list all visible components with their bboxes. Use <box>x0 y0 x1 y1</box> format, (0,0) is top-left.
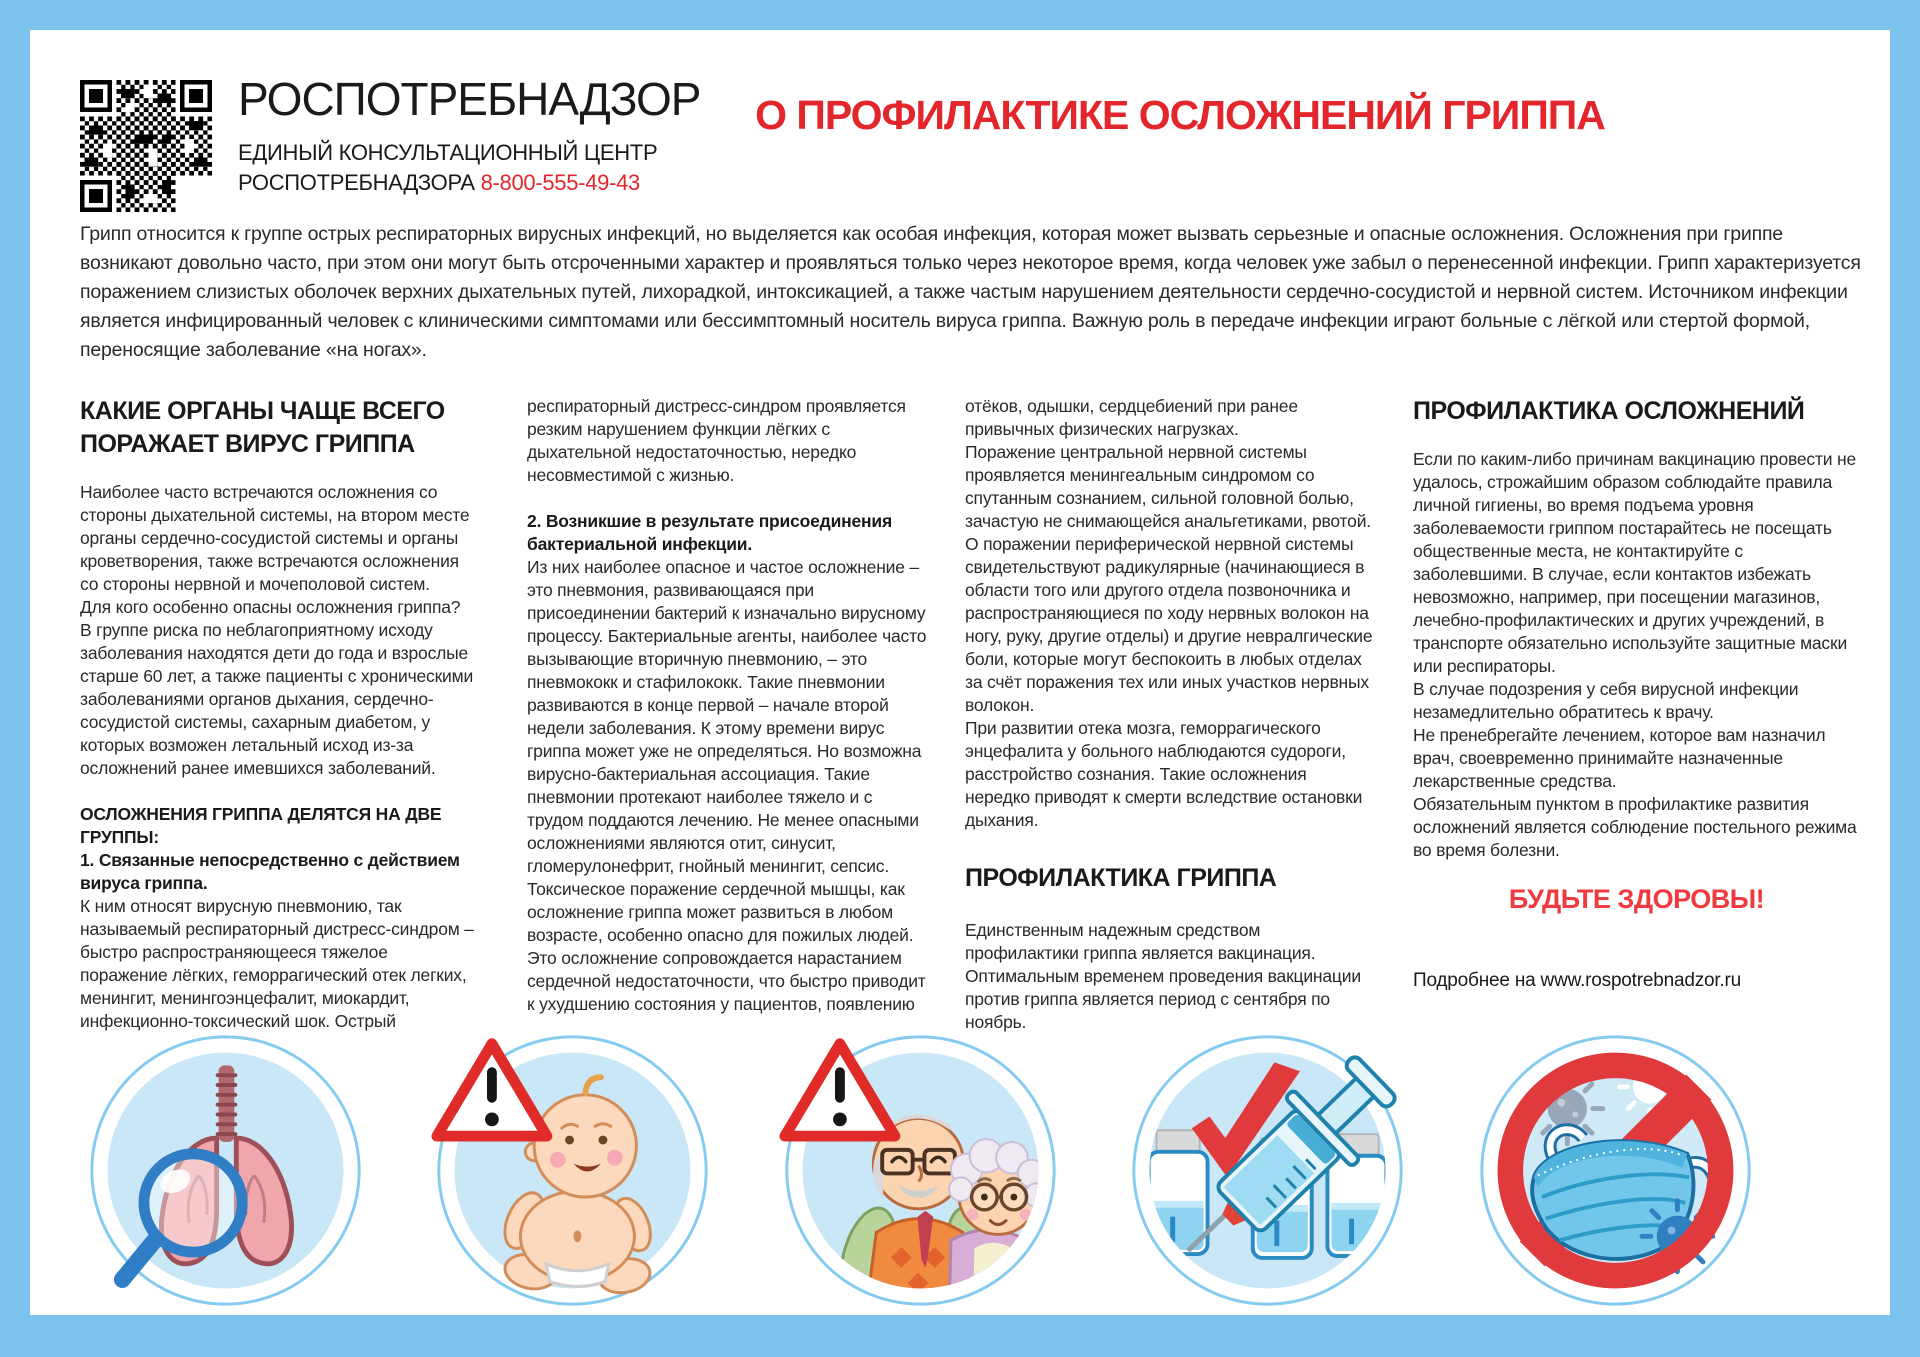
consultation-center-lines <box>238 138 700 198</box>
intro-paragraph: Грипп относится к группе острых респираторных вирусных инфекций, но выделяется как особая инфекция, которая может вызвать серьезные и опасные осложнения. Осложнения при гриппе возникают довольно часто, при этом они могут быть отсроченными характер и проявляться только через некоторое время, когда человек уже забыл о перенесенной инфекции. Грипп характеризуется поражением слизистых оболочек верхних дыхательных путей, лихорадкой, интоксикацией, а также частым нарушением деятельности сердечно-сосудистой и нервной систем. Источником инфекции является инфицированный человек с клиническими симптомами или бессимптомный носитель вируса гриппа. Важную роль в передаче инфекции играют больные с лёгкой или стертой формой, переносящие заболевание «на ногах». <box>80 223 1861 361</box>
col3-p4: При развитии отека мозга, геморрагического энцефалита у больного наблюдаются судороги, расстройство сознания. Такие осложнения нередко приводят к смерти вследствие остановки дыхания. <box>965 718 1363 830</box>
col1-p2: Для кого особенно опасны осложнения гриппа? <box>80 597 461 617</box>
col1-group1-label: 1. Связанные непосредственно с действием вируса гриппа. <box>80 850 460 893</box>
col1-p4: К ним относят вирусную пневмонию, так называемый респираторный дистресс-синдром – быстро распространяющееся тяжелое поражение лёгких, геморрагический отек легких, менингит, менингоэнцефалит, миокардит, инфекционно-токсический шок. Острый <box>80 896 474 1031</box>
column-nervous-system <box>965 395 1373 1034</box>
col3-p2: Поражение центральной нервной системы проявляется менингеальным синдромом со спутанным сознанием, сильной головной болью, зачастую не снимающейся анальгетиками, рвотой. <box>965 442 1371 531</box>
mask-virus-prohibition-icon <box>1473 1028 1758 1313</box>
col3-p3: О поражении периферической нервной системы свидетельствуют радикулярные (начинающиеся в области того или другого отдела позвоночника и распространяющиеся по ходу нервных волокон на ногу, руку, другие отделы) и другие невралгические боли, которые могут беспокоить в любых отделах за счёт поражения тех или иных участков нервных волокон. <box>965 534 1373 715</box>
agency-name: РОСПОТРЕБНАДЗОР <box>238 73 701 125</box>
flu-prevention-heading: ПРОФИЛАКТИКА ГРИППА <box>965 864 1277 892</box>
consultation-center-line1: ЕДИНЫЙ КОНСУЛЬТАЦИОННЫЙ ЦЕНТР <box>238 140 658 165</box>
col3-p1: отёков, одышки, сердцебиений при ранее привычных физических нагрузках. <box>965 396 1298 439</box>
warning-baby-icon <box>430 1028 715 1313</box>
col2-group2-label: 2. Возникшие в результате присоединения бактериальной инфекции. <box>527 511 892 554</box>
hotline-phone: 8-800-555-49-43 <box>480 170 640 195</box>
col2-p2: Из них наиболее опасное и частое осложнение – это пневмония, развивающаяся при присоединении бактерий к изначально вирусному процессу. Бактериальные агенты, наиболее часто вызывающие вторичную пневмонию, – это пневмококк и стафилококк. Такие пневмонии развиваются в конце первой – начале второй недели заболевания. К этому времени вирус гриппа может уже не определяться. Но возможна вирусно-бактериальная ассоциация. Такие пневмонии протекают наиболее тяжело и с трудом поддаются лечению. Не менее опасными осложнениями являются отит, синусит, гломерулонефрит, гнойный менингит, сепсис. Токсическое поражение сердечной мышцы, как осложнение гриппа может развиться в любом возрасте, особенно опасно для пожилых людей. Это осложнение сопровождается нарастанием сердечной недостаточности, что быстро приводит к ухудшению состояния у пациентов, появлению <box>527 557 927 1014</box>
col1-subheading: ОСЛОЖНЕНИЯ ГРИППА ДЕЛЯТСЯ НА ДВЕ ГРУППЫ: <box>80 804 442 847</box>
poster-title: О ПРОФИЛАКТИКЕ ОСЛОЖНЕНИЙ ГРИППА <box>755 92 1605 138</box>
qr-code-icon <box>80 80 212 212</box>
vaccination-check-icon <box>1125 1028 1410 1313</box>
col3-p5: Единственным надежным средством профилактики гриппа является вакцинация. Оптимальным временем проведения вакцинации против гриппа является период с сентября по ноябрь. <box>965 920 1361 1032</box>
column-complication-prevention <box>1413 395 1860 992</box>
be-healthy-slogan: БУДЬТЕ ЗДОРОВЫ! <box>1508 884 1765 914</box>
consultation-center-line2: РОСПОТРЕБНАДЗОРА 8-800-555-49-43 <box>238 170 640 195</box>
poster-page <box>30 30 1890 1315</box>
col1-p1: Наиболее часто встречаются осложнения со стороны дыхательной системы, на втором месте органы сердечно-сосудистой системы и органы кроветворения, также встречаются осложнения со стороны нервной и мочеполовой систем. <box>80 482 470 594</box>
column-complication-groups <box>527 395 927 1016</box>
col1-heading: КАКИЕ ОРГАНЫ ЧАЩЕ ВСЕГО ПОРАЖАЕТ ВИРУС ГРИППА <box>80 397 445 458</box>
col4-p3: Не пренебрегайте лечением, которое вам назначил врач, своевременно принимайте назначенные лекарственные средства. <box>1413 725 1826 791</box>
website-reference: Подробнее на www.rospotrebnadzor.ru <box>1413 970 1742 991</box>
col1-p3: В группе риска по неблагоприятному исходу заболевания находятся дети до года и взрослые старше 60 лет, а также пациенты с хроническими заболеваниями органов дыхания, сердечно-сосудистой системы, сахарным диабетом, у которых возможен летальный исход из-за осложнений ранее имевшихся заболеваний. <box>80 620 474 778</box>
col4-p4: Обязательным пунктом в профилактике развития осложнений является соблюдение постельного режима во время болезни. <box>1413 794 1857 860</box>
col4-p1: Если по каким-либо причинам вакцинацию провести не удалось, строжайшим образом соблюдайте правила личной гигиены, во время подъема уровня заболеваемости гриппом постарайтесь не посещать общественные места, не контактируйте с заболевшими. В случае, если контактов избежать невозможно, например, при посещении магазинов, лечебно-профилактических и других учреждений, в транспорте обязательно используйте защитные маски или респираторы. <box>1413 449 1857 676</box>
lungs-magnifier-icon <box>83 1028 368 1313</box>
column-organs <box>80 395 478 1033</box>
col2-p1: респираторный дистресс-синдром проявляется резким нарушением функции лёгких с дыхательной недостаточностью, нередко несовместимой с жизнью. <box>527 396 906 485</box>
col4-p2: В случае подозрения у себя вирусной инфекции незамедлительно обратитесь к врачу. <box>1413 679 1799 722</box>
complication-prevention-heading: ПРОФИЛАКТИКА ОСЛОЖНЕНИЙ <box>1413 397 1805 425</box>
warning-elderly-couple-icon <box>778 1028 1063 1313</box>
